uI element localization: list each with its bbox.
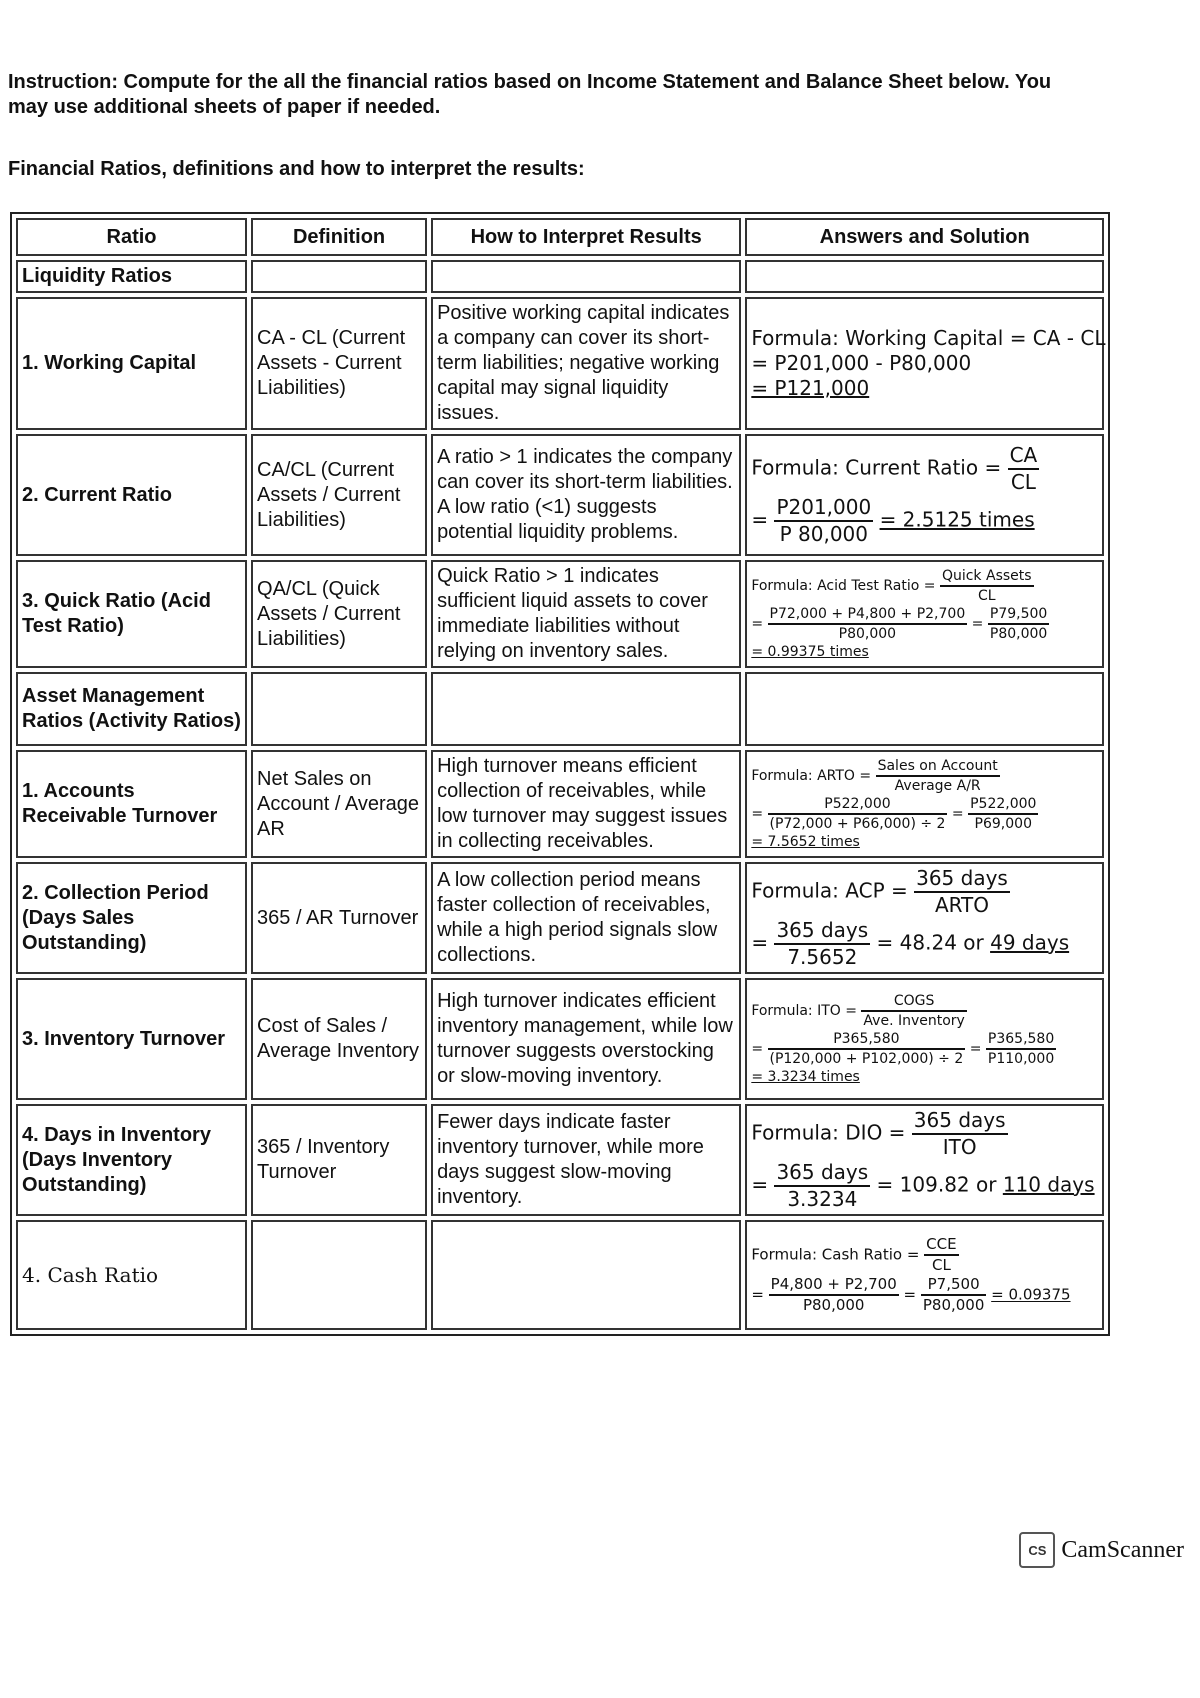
step2-denominator: P69,000	[974, 816, 1032, 832]
formula-numerator: 365 days	[912, 1108, 1008, 1135]
formula-numerator: COGS	[861, 992, 966, 1012]
formula-numerator: CA	[1008, 443, 1040, 470]
ratio-name: 3. Inventory Turnover	[16, 978, 247, 1100]
ratio-interpretation: Fewer days indicate faster inventory turnover, while more days suggest slow-moving inventory.	[431, 1104, 741, 1216]
ratio-solution: Formula: ITO = $\frac{\text{COGS}}{\text{Ave. Inventory}}$ = $\frac{P365,580}{(P120,000 + P102,000) \div 2}$ = $\frac{P365,580}{P110,000}$ = 3.3234 times	[745, 978, 1104, 1100]
step2-numerator: P7,500	[921, 1275, 987, 1296]
ratio-definition: CA - CL (Current Assets - Current Liabilities)	[251, 297, 427, 430]
solution-formula: Formula: ARTO =	[751, 768, 872, 784]
step-denominator: (P120,000 + P102,000) ÷ 2	[769, 1051, 964, 1067]
ratio-name: 4. Days in Inventory (Days Inventory Outstanding)	[16, 1104, 247, 1216]
section-label: Asset Management Ratios (Activity Ratios)	[16, 672, 247, 746]
header-ratio: Ratio	[16, 218, 247, 256]
ratio-definition: QA/CL (Quick Assets / Current Liabilities)	[251, 560, 427, 668]
step-denominator: 3.3234	[787, 1187, 858, 1211]
step2-numerator: P79,500	[988, 605, 1049, 625]
ratio-name: 2. Current Ratio	[16, 434, 247, 556]
formula-numerator: Quick Assets	[940, 567, 1034, 587]
section-subheading: Financial Ratios, definitions and how to interpret the results:	[8, 158, 585, 180]
ratio-definition: CA/CL (Current Assets / Current Liabilities)	[251, 434, 427, 556]
table-row	[16, 750, 1104, 858]
ratio-interpretation: High turnover indicates efficient inventory management, while low turnover suggests overstocking or slow-moving inventory.	[431, 978, 741, 1100]
table-header-row	[16, 218, 1104, 256]
ratio-solution: Formula: Cash Ratio = $\frac{\text{CCE}}{CL}$ = $\frac{P4,800 + P2,700}{P80,000}$ = $\frac{P7,500}{P80,000}$ = 0.09375	[745, 1220, 1104, 1330]
ratio-interpretation: Positive working capital indicates a company can cover its short-term liabilities; negative working capital may signal liquidity issues.	[431, 297, 741, 430]
step2-numerator: P522,000	[968, 795, 1038, 815]
instruction-text: Instruction: Compute for the all the financial ratios based on Income Statement and Balance Sheet below. You may use additional sheets of paper if needed.	[8, 71, 1052, 118]
table-row	[16, 862, 1104, 974]
step-denominator: (P72,000 + P66,000) ÷ 2	[769, 816, 946, 832]
section-label: Liquidity Ratios	[16, 260, 247, 293]
solution-formula: Formula: Working Capital = CA - CL	[751, 326, 1106, 350]
table-row	[16, 1104, 1104, 1216]
header-answers: Answers and Solution	[745, 218, 1104, 256]
table-row	[16, 978, 1104, 1100]
step-numerator: P72,000 + P4,800 + P2,700	[768, 605, 968, 625]
solution-final: 110 days	[1002, 1172, 1095, 1197]
solution-result: = 0.09375	[991, 1285, 1071, 1304]
solution-result: = 109.82 or	[876, 1172, 997, 1197]
formula-denominator: CL	[931, 1256, 951, 1274]
formula-denominator: ITO	[942, 1135, 977, 1159]
ratio-name: 4. Cash Ratio	[16, 1220, 247, 1330]
step-numerator: P522,000	[768, 795, 948, 815]
formula-denominator: Ave. Inventory	[863, 1013, 965, 1029]
ratio-interpretation: A low collection period means faster collection of receivables, while a high period signals slow collections.	[431, 862, 741, 974]
financial-ratios-table	[10, 212, 1110, 1336]
table-row	[16, 297, 1104, 430]
step-denominator: P80,000	[802, 1296, 865, 1314]
solution-final: 49 days	[990, 930, 1070, 955]
step-denominator: 7.5652	[787, 945, 858, 969]
header-interpret: How to Interpret Results	[431, 218, 741, 256]
formula-denominator: ARTO	[934, 893, 990, 917]
table-row	[16, 560, 1104, 668]
step-numerator: P365,580	[768, 1030, 966, 1050]
ratio-interpretation: High turnover means efficient collection of receivables, while low turnover may suggest issues in collecting receivables.	[431, 750, 741, 858]
formula-denominator: Average A/R	[894, 778, 981, 794]
solution-formula: Formula: Current Ratio =	[751, 455, 1002, 480]
solution-formula: Formula: ITO =	[751, 1003, 857, 1019]
solution-result: = 3.3234 times	[751, 1069, 860, 1085]
ratio-solution: Formula: DIO = $\frac{\text{365 days}}{\text{ITO}}$ = $\frac{\text{365 days}}{3.3234}$ = 109.82 or 110 days	[745, 1104, 1104, 1216]
camscanner-watermark	[1019, 1532, 1184, 1568]
solution-result: = 2.5125 times	[879, 507, 1035, 532]
ratio-definition: 365 / AR Turnover	[251, 862, 427, 974]
ratio-definition: Net Sales on Account / Average AR	[251, 750, 427, 858]
ratio-solution	[745, 297, 1104, 430]
solution-formula: Formula: DIO =	[751, 1120, 906, 1145]
formula-denominator: CL	[1010, 470, 1036, 494]
section-row-liquidity	[16, 260, 1104, 293]
ratio-interpretation: A ratio > 1 indicates the company can cover its short-term liabilities. A low ratio (<1) suggests potential liquidity problems.	[431, 434, 741, 556]
ratio-solution: Formula: Current Ratio = $\frac{CA}{CL}$ = $\frac{P201,000}{P 80,000}$ = 2.5125 times	[745, 434, 1104, 556]
ratio-interpretation: Quick Ratio > 1 indicates sufficient liquid assets to cover immediate liabilities without relying on inventory sales.	[431, 560, 741, 668]
step-numerator: P201,000	[774, 495, 873, 522]
ratio-name: 3. Quick Ratio (Acid Test Ratio)	[16, 560, 247, 668]
ratio-solution: Formula: Acid Test Ratio = $\frac{\text{Quick Assets}}{CL}$ = $\frac{P72,000 + P4,800 + P2,700}{P80,000}$ = $\frac{P79,500}{P80,000}$ = 0.99375 times	[745, 560, 1104, 668]
step2-denominator: P110,000	[987, 1051, 1055, 1067]
ratio-solution: Formula: ACP = $\frac{\text{365 days}}{\text{ARTO}}$ = $\frac{\text{365 days}}{7.5652}$ = 48.24 or 49 days	[745, 862, 1104, 974]
camscanner-logo-icon: CS	[1019, 1532, 1055, 1568]
ratio-name: 2. Collection Period (Days Sales Outstanding)	[16, 862, 247, 974]
section-row-asset-management	[16, 672, 1104, 746]
solution-formula: Formula: ACP =	[751, 878, 908, 903]
step-numerator: 365 days	[774, 918, 870, 945]
solution-formula: Formula: Acid Test Ratio =	[751, 578, 936, 594]
step-numerator: P4,800 + P2,700	[769, 1275, 899, 1296]
ratio-definition: Cost of Sales / Average Inventory	[251, 978, 427, 1100]
step-denominator: P80,000	[838, 626, 897, 642]
formula-numerator: 365 days	[914, 866, 1010, 893]
solution-result: = 48.24 or	[876, 930, 984, 955]
watermark-text: CamScanner	[1061, 1536, 1184, 1563]
formula-numerator: Sales on Account	[876, 757, 1000, 777]
ratio-definition: 365 / Inventory Turnover	[251, 1104, 427, 1216]
solution-step: = P201,000 - P80,000	[751, 351, 972, 375]
ratio-name: 1. Accounts Receivable Turnover	[16, 750, 247, 858]
ratio-name: 1. Working Capital	[16, 297, 247, 430]
step-numerator: 365 days	[774, 1160, 870, 1187]
solution-result: = 7.5652 times	[751, 834, 860, 850]
solution-result: = 0.99375 times	[751, 644, 869, 660]
formula-denominator: CL	[977, 588, 996, 604]
formula-numerator: CCE	[924, 1235, 958, 1256]
solution-result: = P121,000	[751, 376, 870, 400]
step2-denominator: P80,000	[922, 1296, 985, 1314]
table-row	[16, 1220, 1104, 1330]
ratio-solution: Formula: ARTO = $\frac{\text{Sales on Account}}{\text{Average A/R}}$ = $\frac{P522,000}{(P72,000 + P66,000) \div 2}$ = $\frac{P522,000}{P69,000}$ = 7.5652 times	[745, 750, 1104, 858]
step2-numerator: P365,580	[986, 1030, 1056, 1050]
step-denominator: P 80,000	[779, 522, 869, 546]
solution-formula: Formula: Cash Ratio =	[751, 1245, 920, 1264]
step2-denominator: P80,000	[989, 626, 1048, 642]
table-row	[16, 434, 1104, 556]
header-definition: Definition	[251, 218, 427, 256]
